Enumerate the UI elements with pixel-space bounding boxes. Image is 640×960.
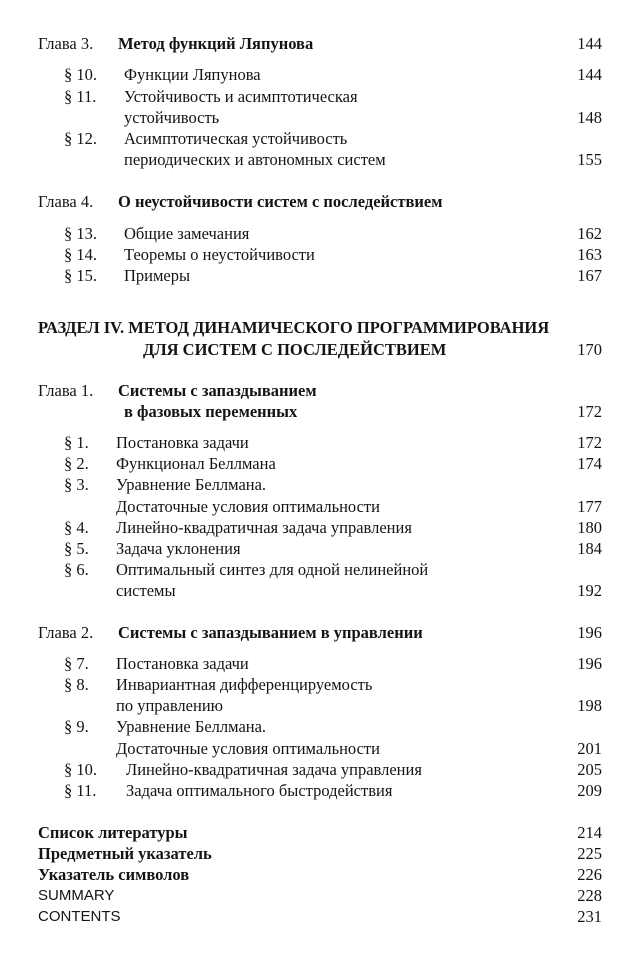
- page-number: 174: [577, 454, 602, 473]
- toc-chapter-heading: [0, 380, 640, 402]
- toc-back-item: [0, 885, 640, 907]
- toc-section-continued: [0, 107, 640, 129]
- chapter-title: Системы с запаздыванием в управлении: [118, 623, 423, 642]
- page-number: 198: [577, 696, 602, 715]
- section-title: Теоремы о неустойчивости: [124, 245, 315, 264]
- toc-section-continued: [0, 738, 640, 760]
- chapter-title: Системы с запаздыванием: [118, 381, 317, 400]
- section-title: Общие замечания: [124, 224, 250, 243]
- toc-back-item: [0, 843, 640, 865]
- section-number: § 7.: [64, 654, 89, 673]
- page-number: 231: [577, 907, 602, 926]
- page-number: 167: [577, 266, 602, 285]
- section-number: § 14.: [64, 245, 97, 264]
- toc-section: [0, 716, 640, 738]
- page-number: 180: [577, 518, 602, 537]
- toc-back-item: [0, 906, 640, 928]
- section-title: Функции Ляпунова: [124, 65, 261, 84]
- page-number: 225: [577, 844, 602, 863]
- toc-section-continued: [0, 496, 640, 518]
- chapter-title-line2: в фазовых переменных: [124, 402, 298, 421]
- section-number: § 8.: [64, 675, 89, 694]
- section-title: Уравнение Беллмана.: [116, 475, 267, 494]
- section-number: § 15.: [64, 266, 97, 285]
- section-number: § 10.: [64, 65, 97, 84]
- page-number: 172: [577, 433, 602, 452]
- toc-section: [0, 432, 640, 454]
- toc-section-continued: [0, 149, 640, 171]
- page-number: 172: [577, 402, 602, 421]
- section-title: Линейно-квадратичная задача управления: [126, 760, 422, 779]
- page-number: 144: [577, 34, 602, 53]
- toc-section-continued: [0, 695, 640, 717]
- toc-chapter-heading: [0, 622, 640, 644]
- toc-section: [0, 86, 640, 108]
- toc-section: [0, 559, 640, 581]
- page-number: 205: [577, 760, 602, 779]
- chapter-label: Глава 4.: [38, 192, 94, 211]
- toc-chapter-heading-continued: [0, 401, 640, 423]
- toc-section: [0, 780, 640, 802]
- chapter-label: Глава 2.: [38, 623, 94, 642]
- toc-section: [0, 223, 640, 245]
- section-title: Функционал Беллмана: [116, 454, 276, 473]
- toc-section: [0, 453, 640, 475]
- section-title: Примеры: [124, 266, 191, 285]
- section-number: § 11.: [64, 781, 97, 800]
- toc-part-heading: [0, 317, 640, 339]
- toc-section: [0, 265, 640, 287]
- toc-section: [0, 674, 640, 696]
- chapter-title: Метод функций Ляпунова: [118, 34, 314, 53]
- section-title: Линейно-квадратичная задача управления: [116, 518, 412, 537]
- section-title-line2: по управлению: [116, 696, 223, 715]
- page-number: 196: [577, 654, 602, 673]
- section-number: § 11.: [64, 87, 97, 106]
- section-title-line2: устойчивость: [124, 108, 220, 127]
- page-number: 144: [577, 65, 602, 84]
- page-number: 192: [577, 581, 602, 600]
- toc-back-item: [0, 822, 640, 844]
- section-title-line2: Достаточные условия оптимальности: [116, 497, 380, 516]
- toc-section-continued: [0, 580, 640, 602]
- section-number: § 4.: [64, 518, 89, 537]
- back-item-title: Указатель символов: [38, 865, 190, 884]
- page-number: 177: [577, 497, 602, 516]
- section-title: Постановка задачи: [116, 433, 249, 452]
- page-number: 209: [577, 781, 602, 800]
- section-title: Постановка задачи: [116, 654, 249, 673]
- chapter-label: Глава 1.: [38, 381, 94, 400]
- section-number: § 12.: [64, 129, 97, 148]
- page-number: 226: [577, 865, 602, 884]
- section-number: § 9.: [64, 717, 89, 736]
- toc-section: [0, 653, 640, 675]
- chapter-title: О неустойчивости систем с последействием: [118, 192, 443, 211]
- section-title: Устойчивость и асимптотическая: [124, 87, 358, 106]
- toc-chapter-heading: [0, 33, 640, 55]
- section-number: § 5.: [64, 539, 89, 558]
- page-number: 155: [577, 150, 602, 169]
- toc-section: [0, 64, 640, 86]
- toc-section: [0, 538, 640, 560]
- toc-section: [0, 517, 640, 539]
- page-number: 196: [577, 623, 602, 642]
- section-number: § 13.: [64, 224, 97, 243]
- page-number: 214: [577, 823, 602, 842]
- section-title-line2: Достаточные условия оптимальности: [116, 739, 380, 758]
- page-number: 201: [577, 739, 602, 758]
- back-item-title: Список литературы: [38, 823, 188, 842]
- page-number: 162: [577, 224, 602, 243]
- back-item-title: Предметный указатель: [38, 844, 212, 863]
- section-title: Инвариантная дифференцируемость: [116, 675, 373, 694]
- section-title: Задача уклонения: [116, 539, 241, 558]
- chapter-label: Глава 3.: [38, 34, 94, 53]
- page-number: 163: [577, 245, 602, 264]
- section-number: § 2.: [64, 454, 89, 473]
- page-number: 170: [577, 340, 602, 359]
- section-number: § 3.: [64, 475, 89, 494]
- section-title-line2: периодических и автономных систем: [124, 150, 386, 169]
- page-number: 148: [577, 108, 602, 127]
- part-title-line2: ДЛЯ СИСТЕМ С ПОСЛЕДЕЙСТВИЕМ: [143, 340, 447, 359]
- part-title-line1: РАЗДЕЛ IV. МЕТОД ДИНАМИЧЕСКОГО ПРОГРАММИРОВАНИЯ: [38, 318, 550, 337]
- section-title: Асимптотическая устойчивость: [124, 129, 348, 148]
- toc-section: [0, 759, 640, 781]
- toc-back-item: [0, 864, 640, 886]
- back-item-title: SUMMARY: [38, 887, 115, 904]
- toc-part-heading-continued: [0, 339, 640, 361]
- section-title: Задача оптимального быстродействия: [126, 781, 393, 800]
- section-title-line2: системы: [116, 581, 176, 600]
- section-title: Уравнение Беллмана.: [116, 717, 267, 736]
- section-number: § 1.: [64, 433, 89, 452]
- toc-section: [0, 128, 640, 150]
- page-number: 184: [577, 539, 602, 558]
- section-number: § 6.: [64, 560, 89, 579]
- section-title: Оптимальный синтез для одной нелинейной: [116, 560, 429, 579]
- section-number: § 10.: [64, 760, 97, 779]
- page-number: 228: [577, 886, 602, 905]
- back-item-title: CONTENTS: [38, 908, 121, 925]
- toc-section: [0, 244, 640, 266]
- toc-section: [0, 474, 640, 496]
- toc-chapter-heading: [0, 191, 640, 213]
